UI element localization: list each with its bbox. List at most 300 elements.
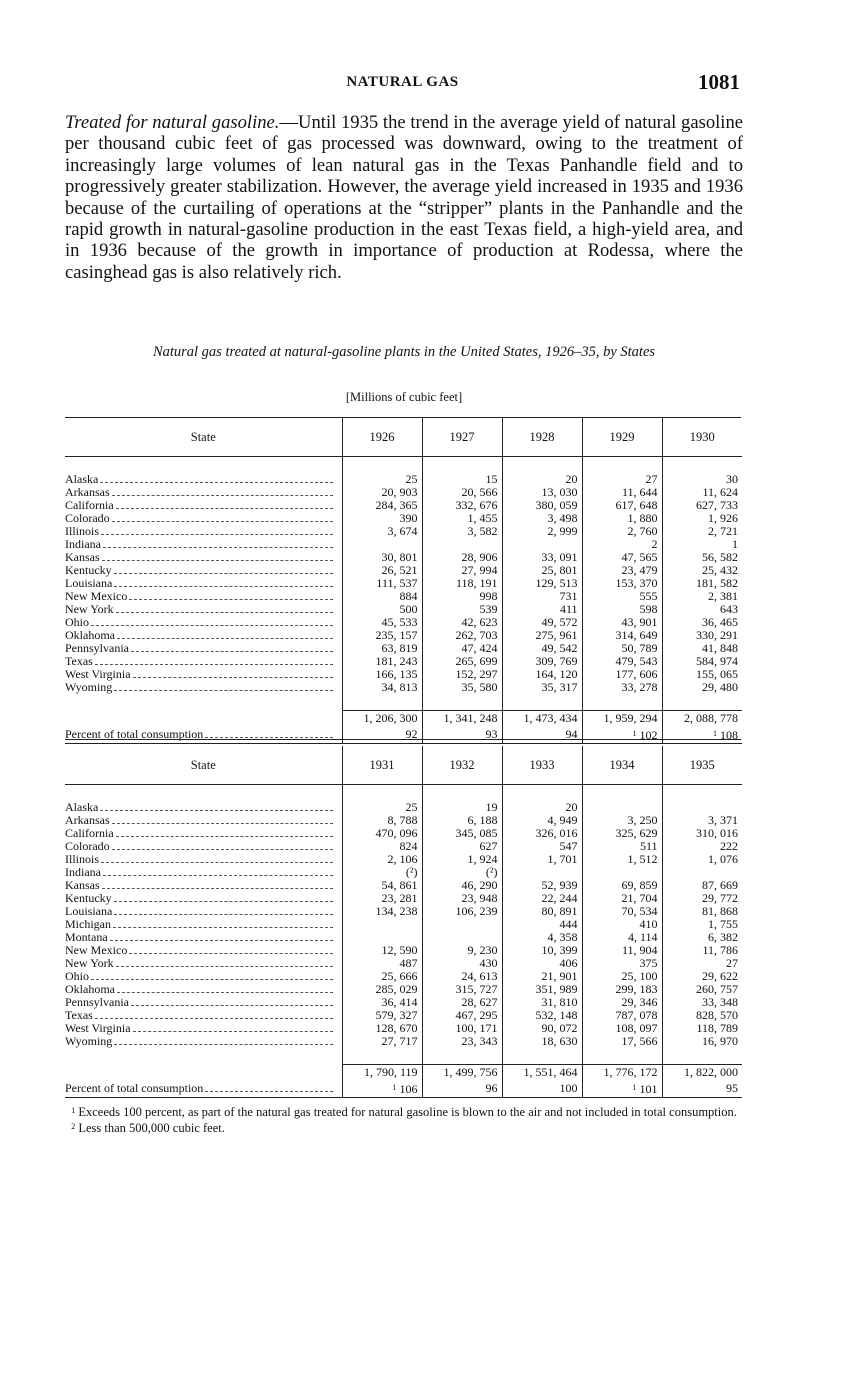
state-name: Illinois (65, 853, 100, 866)
table-row (65, 1035, 742, 1048)
state-label (65, 473, 339, 486)
table-body (65, 457, 742, 744)
value-cell: 164, 120 (502, 668, 582, 681)
percent-value: 96 (485, 1081, 498, 1095)
value-cell: 884 (342, 590, 422, 603)
table-row (65, 551, 742, 564)
table-row (65, 564, 742, 577)
value-cell: 314, 649 (582, 629, 662, 642)
dot-leader (95, 664, 333, 665)
state-cell (65, 499, 342, 512)
year-column-header: 1932 (422, 746, 502, 785)
state-name: Alaska (65, 801, 99, 814)
value-cell: 13, 030 (502, 486, 582, 499)
total-row (65, 711, 742, 727)
value-cell: 30 (662, 473, 742, 486)
table-row (65, 879, 742, 892)
state-label (65, 616, 339, 629)
state-label (65, 538, 339, 551)
value-cell: 351, 989 (502, 983, 582, 996)
value-cell (342, 538, 422, 551)
value-cell: 4, 358 (502, 931, 582, 944)
value-cell: 30, 801 (342, 551, 422, 564)
total-value-cell: 1, 473, 434 (502, 711, 582, 727)
value-cell: 47, 565 (582, 551, 662, 564)
state-label (65, 996, 339, 1009)
table-section-divider (65, 739, 741, 744)
state-cell (65, 1009, 342, 1022)
table-row (65, 801, 742, 814)
percent-value-cell (662, 1080, 742, 1098)
value-cell: 69, 859 (582, 879, 662, 892)
value-cell: 2, 381 (662, 590, 742, 603)
value-cell: 326, 016 (502, 827, 582, 840)
state-label (65, 629, 339, 642)
value-cell: 41, 848 (662, 642, 742, 655)
spacer-cell (422, 785, 502, 802)
value-cell: 50, 789 (582, 642, 662, 655)
state-name: Pennsylvania (65, 996, 129, 1009)
state-name: Ohio (65, 970, 89, 983)
value-cell: 20 (502, 473, 582, 486)
dot-leader (116, 508, 333, 509)
spacer-cell (502, 785, 582, 802)
state-label (65, 866, 339, 879)
state-label (65, 801, 339, 814)
value-cell: 284, 365 (342, 499, 422, 512)
state-label (65, 551, 339, 564)
value-cell: 3, 582 (422, 525, 502, 538)
state-cell (65, 603, 342, 616)
table-row (65, 473, 742, 486)
footnote-text: Exceeds 100 percent, as part of the natural gas treated for natural gasoline is blown to the air and not included in total consumption. (78, 1105, 737, 1119)
spacer-cell (342, 1048, 422, 1065)
state-label (65, 590, 339, 603)
spacer-cell (65, 457, 342, 474)
state-cell (65, 668, 342, 681)
state-label (65, 1022, 339, 1035)
spacer-cell (422, 457, 502, 474)
footnote-text: Less than 500,000 cubic feet. (78, 1120, 225, 1135)
value-cell: 33, 091 (502, 551, 582, 564)
value-cell: 153, 370 (582, 577, 662, 590)
value-cell: 118, 191 (422, 577, 502, 590)
total-value-cell: 2, 088, 778 (662, 711, 742, 727)
value-cell: 731 (502, 590, 582, 603)
total-value-cell: 1, 822, 000 (662, 1065, 742, 1081)
spacer-cell (422, 694, 502, 711)
value-cell: 47, 424 (422, 642, 502, 655)
value-cell: 43, 901 (582, 616, 662, 629)
spacer-cell (502, 457, 582, 474)
state-cell (65, 512, 342, 525)
dot-leader (101, 862, 332, 863)
value-cell: 29, 346 (582, 996, 662, 1009)
table-row (65, 814, 742, 827)
value-cell: 3, 674 (342, 525, 422, 538)
value-cell: 35, 317 (502, 681, 582, 694)
total-value-cell: 1, 206, 300 (342, 711, 422, 727)
data-table-1931-1935 (65, 746, 742, 1098)
state-cell (65, 853, 342, 866)
value-cell: 129, 513 (502, 577, 582, 590)
spacer-cell (662, 457, 742, 474)
table-row (65, 577, 742, 590)
table-row (65, 590, 742, 603)
table-row (65, 827, 742, 840)
value-cell: 4, 114 (582, 931, 662, 944)
table-row (65, 616, 742, 629)
state-name: Pennsylvania (65, 642, 129, 655)
percent-value: 108 (720, 728, 738, 742)
page-number: 1081 (698, 70, 740, 94)
value-cell: 27 (582, 473, 662, 486)
value-cell (342, 931, 422, 944)
dot-leader (114, 1044, 332, 1045)
state-cell (65, 905, 342, 918)
state-name: Alaska (65, 473, 99, 486)
value-cell: 627, 733 (662, 499, 742, 512)
value-cell: 28, 906 (422, 551, 502, 564)
value-cell: 21, 901 (502, 970, 582, 983)
state-label (65, 944, 339, 957)
year-column-header: 1926 (342, 418, 422, 457)
state-name: New Mexico (65, 590, 128, 603)
dot-leader (102, 888, 333, 889)
value-cell: 547 (502, 840, 582, 853)
state-name: Kentucky (65, 564, 112, 577)
value-cell: 181, 582 (662, 577, 742, 590)
value-cell: 22, 244 (502, 892, 582, 905)
body-paragraph (65, 112, 743, 283)
value-cell: 54, 861 (342, 879, 422, 892)
table-row (65, 655, 742, 668)
value-cell (662, 866, 742, 879)
state-label (65, 892, 339, 905)
spacer-row (65, 785, 742, 802)
state-cell (65, 892, 342, 905)
percent-value-cell (342, 1080, 422, 1098)
value-cell: 10, 399 (502, 944, 582, 957)
value-cell: 29, 772 (662, 892, 742, 905)
state-label (65, 970, 339, 983)
percent-value-cell (502, 1080, 582, 1098)
percent-value: 93 (485, 727, 498, 741)
total-value-cell: 1, 790, 119 (342, 1065, 422, 1081)
value-cell: 106, 239 (422, 905, 502, 918)
value-cell: 555 (582, 590, 662, 603)
spacer-cell (662, 1048, 742, 1065)
table-header-row (65, 418, 742, 457)
data-table-1926-1930 (65, 418, 742, 744)
value-cell: 11, 786 (662, 944, 742, 957)
state-label (65, 564, 339, 577)
table-header-row (65, 746, 742, 785)
table-row (65, 603, 742, 616)
value-cell: 1, 455 (422, 512, 502, 525)
state-name: Kansas (65, 879, 100, 892)
state-cell (65, 970, 342, 983)
value-cell: 275, 961 (502, 629, 582, 642)
state-label (65, 486, 339, 499)
value-cell: 1, 926 (662, 512, 742, 525)
value-cell: 128, 670 (342, 1022, 422, 1035)
value-cell: 410 (582, 918, 662, 931)
value-cell: 2, 721 (662, 525, 742, 538)
dot-leader (112, 521, 333, 522)
value-cell: 598 (582, 603, 662, 616)
spacer-cell (65, 1048, 342, 1065)
year-column-header: 1935 (662, 746, 742, 785)
value-cell (342, 918, 422, 931)
dot-leader (110, 940, 333, 941)
value-cell: 20, 566 (422, 486, 502, 499)
state-cell (65, 525, 342, 538)
state-cell (65, 629, 342, 642)
state-label (65, 642, 339, 655)
state-cell (65, 590, 342, 603)
value-cell: 23, 281 (342, 892, 422, 905)
value-cell: 1, 924 (422, 853, 502, 866)
value-cell: 36, 414 (342, 996, 422, 1009)
total-value-cell: 1, 959, 294 (582, 711, 662, 727)
value-cell: 23, 948 (422, 892, 502, 905)
state-name: New York (65, 957, 114, 970)
dot-leader (131, 1005, 333, 1006)
spacer-cell (342, 457, 422, 474)
value-cell: 411 (502, 603, 582, 616)
year-column-header: 1929 (582, 418, 662, 457)
value-cell: 21, 704 (582, 892, 662, 905)
spacer-cell (662, 694, 742, 711)
state-label (65, 577, 339, 590)
value-cell: 584, 974 (662, 655, 742, 668)
value-cell: 222 (662, 840, 742, 853)
spacer-cell (662, 785, 742, 802)
value-cell: 330, 291 (662, 629, 742, 642)
table-row (65, 538, 742, 551)
table-row (65, 486, 742, 499)
paragraph-text: —Until 1935 the trend in the average yield of natural gasoline per thousand cubic feet of gas processed was downward, owing to the treatment of increasingly large volumes of lean natural gas in the Texas Panhandle field and to progressively greater stabilization. However, the average yield increased in 1935 and 1936 because of the curtailing of operations at the “stripper” plants in the Panhandle and the rapid growth in natural-gasoline production in the east Texas field, a high-yield area, and in 1936 because of the growth in importance of production at Rodessa, where the casinghead gas is also relatively rich. (65, 112, 743, 283)
spacer-cell (582, 457, 662, 474)
year-column-header: 1927 (422, 418, 502, 457)
state-cell (65, 551, 342, 564)
table-row (65, 944, 742, 957)
percent-label-cell (65, 1080, 342, 1098)
state-name: West Virginia (65, 1022, 131, 1035)
state-label (65, 983, 339, 996)
value-cell (582, 866, 662, 879)
value-cell: 2, 106 (342, 853, 422, 866)
dot-leader (91, 979, 333, 980)
state-name: Wyoming (65, 681, 113, 694)
value-cell: 1, 755 (662, 918, 742, 931)
value-cell: 390 (342, 512, 422, 525)
state-label (65, 957, 339, 970)
dot-leader (112, 823, 333, 824)
value-cell: 108, 097 (582, 1022, 662, 1035)
table-row (65, 918, 742, 931)
state-cell (65, 944, 342, 957)
value-cell: 1 (662, 538, 742, 551)
value-cell: 998 (422, 590, 502, 603)
running-title: NATURAL GAS (346, 74, 459, 90)
total-value-cell: 1, 341, 248 (422, 711, 502, 727)
value-cell: 3, 371 (662, 814, 742, 827)
state-label (65, 512, 339, 525)
value-cell: 444 (502, 918, 582, 931)
table-row (65, 629, 742, 642)
value-cell: 2, 760 (582, 525, 662, 538)
dot-leader (116, 836, 333, 837)
state-cell (65, 827, 342, 840)
footnote-2 (65, 1120, 745, 1136)
dot-leader (113, 927, 333, 928)
value-cell: 36, 465 (662, 616, 742, 629)
value-cell (422, 931, 502, 944)
value-cell: 177, 606 (582, 668, 662, 681)
state-label (65, 827, 339, 840)
footnote-marker: 1 (71, 1106, 76, 1115)
value-cell: 19 (422, 801, 502, 814)
value-cell: 27, 994 (422, 564, 502, 577)
value-cell: 49, 542 (502, 642, 582, 655)
spacer-cell (65, 785, 342, 802)
dot-leader (112, 849, 333, 850)
dot-leader (114, 573, 333, 574)
value-cell: 20, 903 (342, 486, 422, 499)
value-cell: 23, 479 (582, 564, 662, 577)
value-cell (422, 538, 502, 551)
percent-value: 95 (726, 1081, 738, 1095)
value-cell: 52, 939 (502, 879, 582, 892)
value-cell: 9, 230 (422, 944, 502, 957)
value-cell: 310, 016 (662, 827, 742, 840)
footnote-1 (65, 1104, 745, 1120)
table-row (65, 957, 742, 970)
value-cell: 25, 432 (662, 564, 742, 577)
dot-leader (103, 547, 333, 548)
dot-leader (133, 677, 333, 678)
dot-leader (100, 810, 332, 811)
percent-row (65, 1080, 742, 1098)
value-cell: 34, 813 (342, 681, 422, 694)
state-name: Louisiana (65, 577, 113, 590)
state-name: Indiana (65, 538, 101, 551)
value-cell: 1, 701 (502, 853, 582, 866)
value-cell: 487 (342, 957, 422, 970)
footnote-marker: 1 (632, 1083, 637, 1092)
value-cell: 3, 250 (582, 814, 662, 827)
value-cell: 23, 343 (422, 1035, 502, 1048)
dot-leader (103, 875, 333, 876)
state-cell (65, 655, 342, 668)
total-label-cell (65, 711, 342, 727)
value-cell: 27, 717 (342, 1035, 422, 1048)
state-name: Colorado (65, 512, 110, 525)
state-name: Ohio (65, 616, 89, 629)
value-cell: 25, 100 (582, 970, 662, 983)
total-row (65, 1065, 742, 1081)
value-cell: 35, 580 (422, 681, 502, 694)
state-label (65, 655, 339, 668)
state-label (65, 814, 339, 827)
state-label (65, 853, 339, 866)
value-cell: 12, 590 (342, 944, 422, 957)
state-label (65, 931, 339, 944)
paragraph-lead: Treated for natural gasoline. (65, 112, 280, 133)
spacer-cell (582, 694, 662, 711)
state-cell (65, 681, 342, 694)
dot-leader (114, 901, 333, 902)
dot-leader (114, 586, 332, 587)
percent-value: 101 (639, 1082, 658, 1096)
state-cell (65, 616, 342, 629)
spacer-cell (342, 785, 422, 802)
spacer-cell (502, 1048, 582, 1065)
table-row (65, 970, 742, 983)
percent-value-cell (422, 1080, 502, 1098)
dot-leader (95, 1018, 333, 1019)
value-cell: 15 (422, 473, 502, 486)
state-name: California (65, 827, 114, 840)
value-cell: 8, 788 (342, 814, 422, 827)
state-name: New York (65, 603, 114, 616)
value-cell: 406 (502, 957, 582, 970)
value-cell: 90, 072 (502, 1022, 582, 1035)
total-value-cell: 1, 499, 756 (422, 1065, 502, 1081)
state-name: Indiana (65, 866, 101, 879)
value-cell: 29, 480 (662, 681, 742, 694)
table-row (65, 866, 742, 879)
state-label (65, 1009, 339, 1022)
state-label (65, 905, 339, 918)
year-column-header: 1930 (662, 418, 742, 457)
value-cell: 511 (582, 840, 662, 853)
state-cell (65, 957, 342, 970)
value-cell: 70, 534 (582, 905, 662, 918)
table-row (65, 512, 742, 525)
state-name: Oklahoma (65, 629, 115, 642)
value-cell: 11, 904 (582, 944, 662, 957)
footnote-marker: 1 (392, 1083, 397, 1092)
value-cell: 28, 627 (422, 996, 502, 1009)
value-cell: 375 (582, 957, 662, 970)
table-body (65, 785, 742, 1098)
dot-leader (131, 651, 333, 652)
spacer-cell (65, 694, 342, 711)
value-cell: 166, 135 (342, 668, 422, 681)
value-cell: 25, 666 (342, 970, 422, 983)
value-cell: 3, 498 (502, 512, 582, 525)
state-cell (65, 996, 342, 1009)
value-cell: 235, 157 (342, 629, 422, 642)
state-label (65, 681, 339, 694)
percent-value: 92 (405, 727, 418, 741)
state-label (65, 668, 339, 681)
value-cell: 380, 059 (502, 499, 582, 512)
value-cell (502, 538, 582, 551)
dot-leader (114, 914, 332, 915)
spacer-cell (582, 785, 662, 802)
table-row (65, 931, 742, 944)
total-label-cell (65, 1065, 342, 1081)
spacer-cell (582, 1048, 662, 1065)
year-column-header: 1931 (342, 746, 422, 785)
value-cell: 265, 699 (422, 655, 502, 668)
table-row (65, 499, 742, 512)
value-cell: 6, 188 (422, 814, 502, 827)
